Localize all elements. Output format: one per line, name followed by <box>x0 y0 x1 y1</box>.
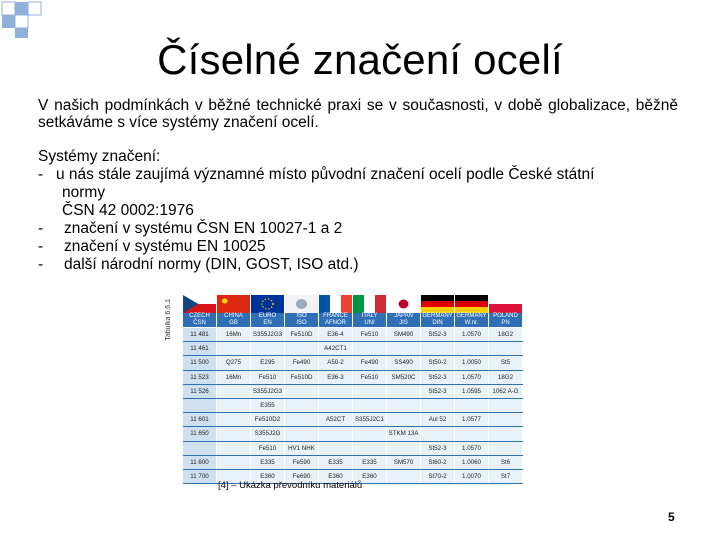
table-cell <box>217 442 250 455</box>
table-body <box>183 328 523 484</box>
table-header-cell: FRANCE AFNOR <box>319 313 352 327</box>
table-cell <box>353 342 386 355</box>
table-cell: 11 461 <box>183 342 216 355</box>
table-cell: 18G2 <box>489 371 522 384</box>
poland-flag-icon <box>489 295 522 313</box>
table-header-cell: CHINA GB <box>217 313 250 327</box>
table-cell <box>217 427 250 440</box>
table-cell: 18G2 <box>489 328 522 341</box>
table-header-cell: EURO EN <box>251 313 284 327</box>
table-cell <box>387 342 420 355</box>
table-cell <box>319 442 352 455</box>
table-cell: 1.0060 <box>455 456 488 469</box>
table-cell <box>421 427 454 440</box>
table-cell <box>319 427 352 440</box>
table-row <box>183 328 523 342</box>
table-cell <box>421 342 454 355</box>
table-cell <box>387 413 420 426</box>
table-cell: SM490 <box>387 328 420 341</box>
table-cell: Fe490 <box>285 356 318 369</box>
list-item <box>38 238 698 256</box>
china-flag-icon <box>217 295 250 313</box>
list-item <box>38 166 698 184</box>
table-cell: 11 526 <box>183 385 216 398</box>
table-header <box>183 313 523 327</box>
table-header-cell: GERMANY DIN <box>422 313 453 326</box>
table-cell <box>353 442 386 455</box>
table-cell: SS490 <box>387 356 420 369</box>
table-cell: Fe510 <box>353 371 386 384</box>
table-cell <box>251 342 284 355</box>
table-cell: STKM 13A <box>387 427 420 440</box>
table-cell <box>455 427 488 440</box>
table-cell: 16Mn <box>217 371 250 384</box>
table-row <box>183 427 523 441</box>
table-cell: St6 <box>489 456 522 469</box>
list-item-text: další národní normy (DIN, GOST, ISO atd.) <box>64 256 359 273</box>
table-cell <box>183 399 216 412</box>
table-cell: 11 523 <box>183 371 216 384</box>
dash-bullet: - <box>38 220 44 237</box>
table-row <box>183 456 523 470</box>
czech-flag-icon <box>183 295 216 313</box>
table-cell: 1.0070 <box>455 470 488 483</box>
table-cell: E355 <box>251 399 284 412</box>
table-cell <box>319 385 352 398</box>
table-cell: E360 <box>353 470 386 483</box>
table-cell <box>489 427 522 440</box>
eu-flag-icon <box>251 295 284 313</box>
table-cell <box>455 342 488 355</box>
table-cell <box>421 399 454 412</box>
table-cell: SM520C <box>387 371 420 384</box>
table-cell: Aul 52 <box>421 413 454 426</box>
table-cell: E360 <box>319 470 352 483</box>
table-cell: Fe510 <box>353 328 386 341</box>
table-cell: E295 <box>251 356 284 369</box>
table-cell <box>353 399 386 412</box>
table-cell: Fe510D <box>285 328 318 341</box>
list-item-continuation: normy <box>62 184 106 201</box>
list-item-continuation: ČSN 42 0002:1976 <box>62 202 194 219</box>
table-cell: St52-3 <box>421 371 454 384</box>
france-flag-icon <box>319 295 352 313</box>
table-cell <box>217 456 250 469</box>
table-header-cell: POLAND PN <box>489 313 522 327</box>
table-cell <box>285 342 318 355</box>
systems-list <box>38 148 698 274</box>
table-cell: E36-3 <box>319 371 352 384</box>
list-item <box>38 256 698 274</box>
table-cell <box>489 399 522 412</box>
germany-flag-icon <box>455 295 488 313</box>
table-cell: 1062 A-G <box>489 385 522 398</box>
flag-row <box>183 295 523 313</box>
table-cell: Fe510D2 <box>251 413 284 426</box>
table-header-cell: CZECH ČSN <box>183 313 216 327</box>
table-row <box>183 371 523 385</box>
table-cell <box>353 427 386 440</box>
table-cell: Fe690 <box>285 470 318 483</box>
table-cell: 11 601 <box>183 413 216 426</box>
table-cell <box>387 385 420 398</box>
table-cell: A50-2 <box>319 356 352 369</box>
table-cell <box>285 413 318 426</box>
iso-flag-icon <box>285 295 318 313</box>
table-row <box>183 356 523 370</box>
table-cell: St70-2 <box>421 470 454 483</box>
table-side-label: Tabulka 6.6.1 <box>165 299 172 341</box>
dash-bullet: - <box>38 238 44 255</box>
table-cell: Fe510 <box>251 371 284 384</box>
table-side-band <box>163 295 183 460</box>
list-item-text: u nás stále zaujímá významné místo původní značení ocelí podle České státní <box>56 166 595 183</box>
table-header-cell: GERMANY W.nr. <box>456 313 487 326</box>
table-header-cell: ISO ISO <box>285 313 318 327</box>
table-cell <box>285 427 318 440</box>
table-cell: S355J2C1 <box>353 413 386 426</box>
table-cell: E36-4 <box>319 328 352 341</box>
table-row <box>183 342 523 356</box>
table-cell: St52-3 <box>421 442 454 455</box>
table-cell: E335 <box>353 456 386 469</box>
table-cell: 16Mn <box>217 328 250 341</box>
table-cell: A52CT <box>319 413 352 426</box>
table-cell <box>217 413 250 426</box>
table-cell <box>387 399 420 412</box>
table-cell: E335 <box>251 456 284 469</box>
image-caption: [4] – Ukázka převodníku materiálů <box>218 480 363 491</box>
table-cell: 1.0050 <box>455 356 488 369</box>
table-cell: Fe490 <box>353 356 386 369</box>
page-number: 5 <box>668 510 675 524</box>
list-item-text: značení v systému EN 10025 <box>64 238 266 255</box>
table-cell: E360 <box>251 470 284 483</box>
table-cell: St5 <box>489 356 522 369</box>
table-cell: 1.0570 <box>455 328 488 341</box>
japan-flag-icon <box>387 295 420 313</box>
table-cell: Fe510 <box>251 442 284 455</box>
slide-title: Číselné značení ocelí <box>157 36 563 83</box>
table-cell <box>387 470 420 483</box>
intro-paragraph: V našich podmínkách v běžné technické praxi se v současnosti, v době globalizace, běžně setkáváme s více systémy značení ocelí. <box>38 97 678 131</box>
table-cell <box>217 385 250 398</box>
table-cell <box>387 442 420 455</box>
germany-flag-icon <box>421 295 454 313</box>
table-cell: St52-3 <box>421 385 454 398</box>
table-cell: St60-2 <box>421 456 454 469</box>
decorative-squares <box>0 0 60 40</box>
table-cell <box>319 399 352 412</box>
systems-heading: Systémy značení: <box>38 148 161 165</box>
table-cell: 11 481 <box>183 328 216 341</box>
table-cell: A42CT1 <box>319 342 352 355</box>
table-cell: 11 500 <box>183 356 216 369</box>
table-cell: 1.0570 <box>455 371 488 384</box>
table-cell: 11 650 <box>183 427 216 440</box>
list-item <box>38 220 698 238</box>
table-cell: St7 <box>489 470 522 483</box>
table-cell <box>217 342 250 355</box>
table-cell: 1.0570 <box>455 442 488 455</box>
table-cell: S355J2G3 <box>251 385 284 398</box>
table-cell <box>353 385 386 398</box>
table-cell: E335 <box>319 456 352 469</box>
table-row <box>183 385 523 399</box>
list-item-text: značení v systému ČSN EN 10027-1 a 2 <box>64 220 343 237</box>
table-cell <box>489 342 522 355</box>
table-header-cell: JAPAN JIS <box>387 313 420 327</box>
table-row <box>183 413 523 427</box>
italy-flag-icon <box>353 295 386 313</box>
table-cell: S355J2G3 <box>251 328 284 341</box>
table-cell <box>489 413 522 426</box>
table-cell: Fe510D <box>285 371 318 384</box>
table-cell <box>217 399 250 412</box>
table-cell: S355J2G <box>251 427 284 440</box>
table-cell: 11 700 <box>183 470 216 483</box>
table-row <box>183 399 523 413</box>
table-cell: 1.0595 <box>455 385 488 398</box>
table-cell: St52-3 <box>421 328 454 341</box>
table-cell <box>489 442 522 455</box>
table-cell <box>183 442 216 455</box>
table-cell: 11 600 <box>183 456 216 469</box>
table-cell: HV1 NHK <box>285 442 318 455</box>
table-cell: 1.0577 <box>455 413 488 426</box>
material-converter-table-image <box>163 295 525 480</box>
table-cell <box>455 399 488 412</box>
table-cell: St50-2 <box>421 356 454 369</box>
dash-bullet: - <box>38 166 44 183</box>
table-header-cell: ITALY UNI <box>353 313 386 327</box>
table-cell <box>285 385 318 398</box>
table-row <box>183 442 523 456</box>
table-cell: Fe590 <box>285 456 318 469</box>
dash-bullet: - <box>38 256 44 273</box>
table-cell: SM570 <box>387 456 420 469</box>
table-cell <box>285 399 318 412</box>
table-cell: Q275 <box>217 356 250 369</box>
